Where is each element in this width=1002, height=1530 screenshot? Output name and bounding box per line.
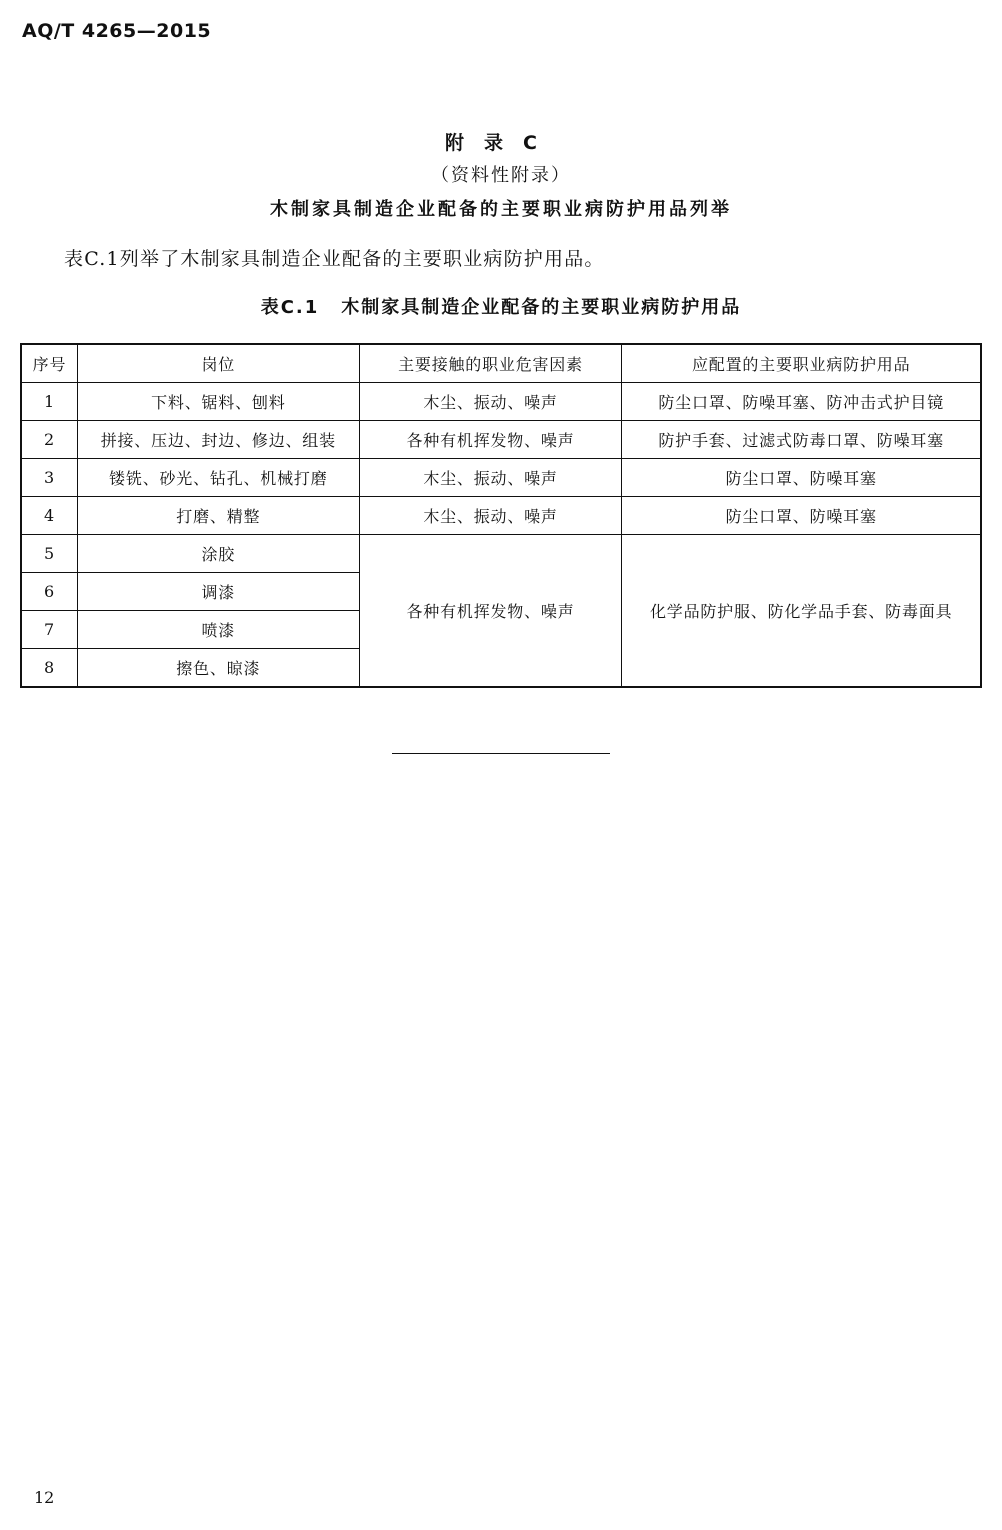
table-header-row [21, 344, 981, 383]
cell-no: 6 [21, 573, 77, 611]
cell-no: 4 [21, 497, 77, 535]
table-row [21, 459, 981, 497]
cell-position: 涂胶 [77, 535, 359, 573]
page-number: 12 [34, 1488, 55, 1507]
cell-position: 下料、锯料、刨料 [77, 383, 359, 421]
table-caption-title: 木制家具制造企业配备的主要职业病防护用品 [341, 297, 742, 318]
appendix-title: 附录C [445, 132, 557, 154]
cell-position: 镂铣、砂光、钻孔、机械打磨 [77, 459, 359, 497]
table-row [21, 421, 981, 459]
table-row [21, 383, 981, 421]
intro-paragraph: 表C.1列举了木制家具制造企业配备的主要职业病防护用品。 [64, 248, 605, 270]
cell-hazard: 各种有机挥发物、噪声 [359, 421, 622, 459]
cell-hazard: 木尘、振动、噪声 [359, 459, 622, 497]
cell-ppe: 防尘口罩、防噪耳塞、防冲击式护目镜 [622, 383, 981, 421]
header-position: 岗位 [77, 344, 359, 383]
ppe-table [20, 343, 982, 688]
cell-ppe-merged: 化学品防护服、防化学品手套、防毒面具 [622, 535, 981, 688]
cell-ppe: 防尘口罩、防噪耳塞 [622, 497, 981, 535]
appendix-subtitle: （资料性附录） [431, 165, 571, 186]
cell-no: 1 [21, 383, 77, 421]
cell-ppe: 防护手套、过滤式防毒口罩、防噪耳塞 [622, 421, 981, 459]
standard-code: AQ/T 4265—2015 [22, 20, 212, 42]
table-row [21, 535, 981, 573]
cell-position: 喷漆 [77, 611, 359, 649]
cell-no: 7 [21, 611, 77, 649]
cell-hazard: 木尘、振动、噪声 [359, 383, 622, 421]
cell-no: 2 [21, 421, 77, 459]
header-no: 序号 [21, 344, 77, 383]
table-caption [0, 293, 1002, 319]
cell-hazard-merged: 各种有机挥发物、噪声 [359, 535, 622, 688]
cell-hazard: 木尘、振动、噪声 [359, 497, 622, 535]
cell-position: 调漆 [77, 573, 359, 611]
appendix-heading: 木制家具制造企业配备的主要职业病防护用品列举 [270, 199, 732, 220]
cell-no: 8 [21, 649, 77, 688]
cell-position: 拼接、压边、封边、修边、组装 [77, 421, 359, 459]
header-hazard: 主要接触的职业危害因素 [359, 344, 622, 383]
table-row [21, 497, 981, 535]
header-ppe: 应配置的主要职业病防护用品 [622, 344, 981, 383]
cell-no: 3 [21, 459, 77, 497]
cell-ppe: 防尘口罩、防噪耳塞 [622, 459, 981, 497]
end-rule [392, 753, 610, 754]
table-caption-label: 表C.1 [260, 297, 320, 318]
cell-position: 擦色、晾漆 [77, 649, 359, 688]
cell-no: 5 [21, 535, 77, 573]
cell-position: 打磨、精整 [77, 497, 359, 535]
